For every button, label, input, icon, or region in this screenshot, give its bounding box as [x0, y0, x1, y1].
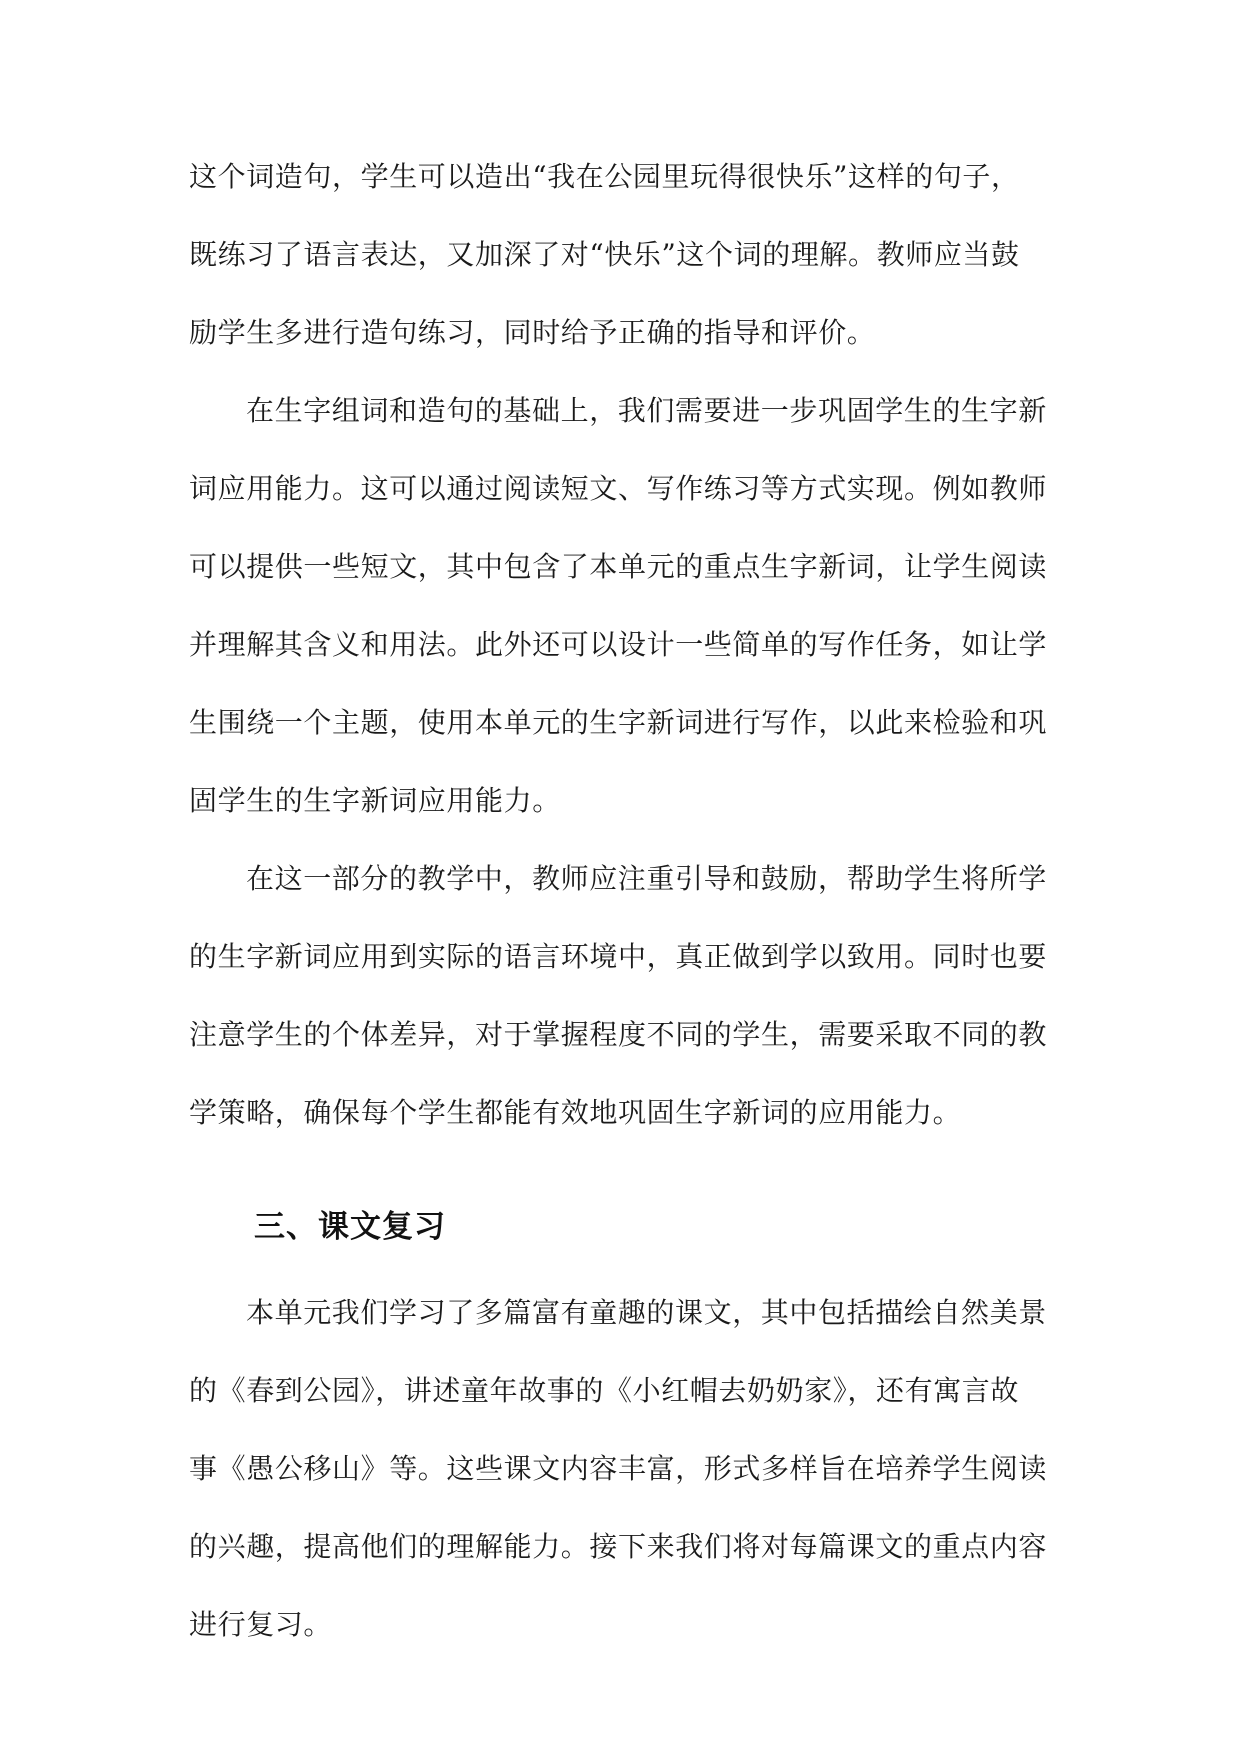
- paragraph-line: 的《春到公园》，讲述童年故事的《小红帽去奶奶家》，还有寓言故: [189, 1374, 1020, 1407]
- paragraph-line: 生围绕一个主题，使用本单元的生字新词进行写作，以此来检验和巩: [189, 706, 1048, 739]
- paragraph-line: 固学生的生字新词应用能力。: [189, 784, 561, 817]
- paragraph-line: 的生字新词应用到实际的语言环境中，真正做到学以致用。同时也要: [189, 940, 1048, 973]
- paragraph-line: 在生字组词和造句的基础上，我们需要进一步巩固学生的生字新: [246, 394, 1047, 427]
- paragraph-line: 在这一部分的教学中，教师应注重引导和鼓励，帮助学生将所学: [246, 862, 1047, 895]
- paragraph-teaching-guidance: [189, 840, 1055, 1152]
- paragraph-line: 励学生多进行造句练习，同时给予正确的指导和评价。: [189, 316, 876, 349]
- paragraph-line: 词应用能力。这可以通过阅读短文、写作练习等方式实现。例如教师: [189, 472, 1048, 505]
- paragraph-continued: [189, 138, 1055, 372]
- paragraph-line: 并理解其含义和用法。此外还可以设计一些简单的写作任务，如让学: [189, 628, 1048, 661]
- paragraph-vocabulary-application: [189, 372, 1055, 840]
- paragraph-line: 的兴趣，提高他们的理解能力。接下来我们将对每篇课文的重点内容: [189, 1530, 1048, 1563]
- paragraph-line: 可以提供一些短文，其中包含了本单元的重点生字新词，让学生阅读: [189, 550, 1048, 583]
- paragraph-text-review: [189, 1274, 1055, 1664]
- paragraph-line: 这个词造句，学生可以造出“我在公园里玩得很快乐”这样的句子，: [189, 160, 1020, 193]
- document-body: [189, 138, 1055, 1664]
- paragraph-line: 事《愚公移山》等。这些课文内容丰富，形式多样旨在培养学生阅读: [189, 1452, 1048, 1485]
- paragraph-line: 本单元我们学习了多篇富有童趣的课文，其中包括描绘自然美景: [246, 1296, 1047, 1329]
- paragraph-line: 学策略，确保每个学生都能有效地巩固生字新词的应用能力。: [189, 1096, 962, 1129]
- paragraph-line: 既练习了语言表达，又加深了对“快乐”这个词的理解。教师应当鼓: [189, 238, 1020, 271]
- section-heading: 三、课文复习: [254, 1209, 446, 1245]
- paragraph-line: 注意学生的个体差异，对于掌握程度不同的学生，需要采取不同的教: [189, 1018, 1048, 1051]
- paragraph-line: 进行复习。: [189, 1608, 333, 1641]
